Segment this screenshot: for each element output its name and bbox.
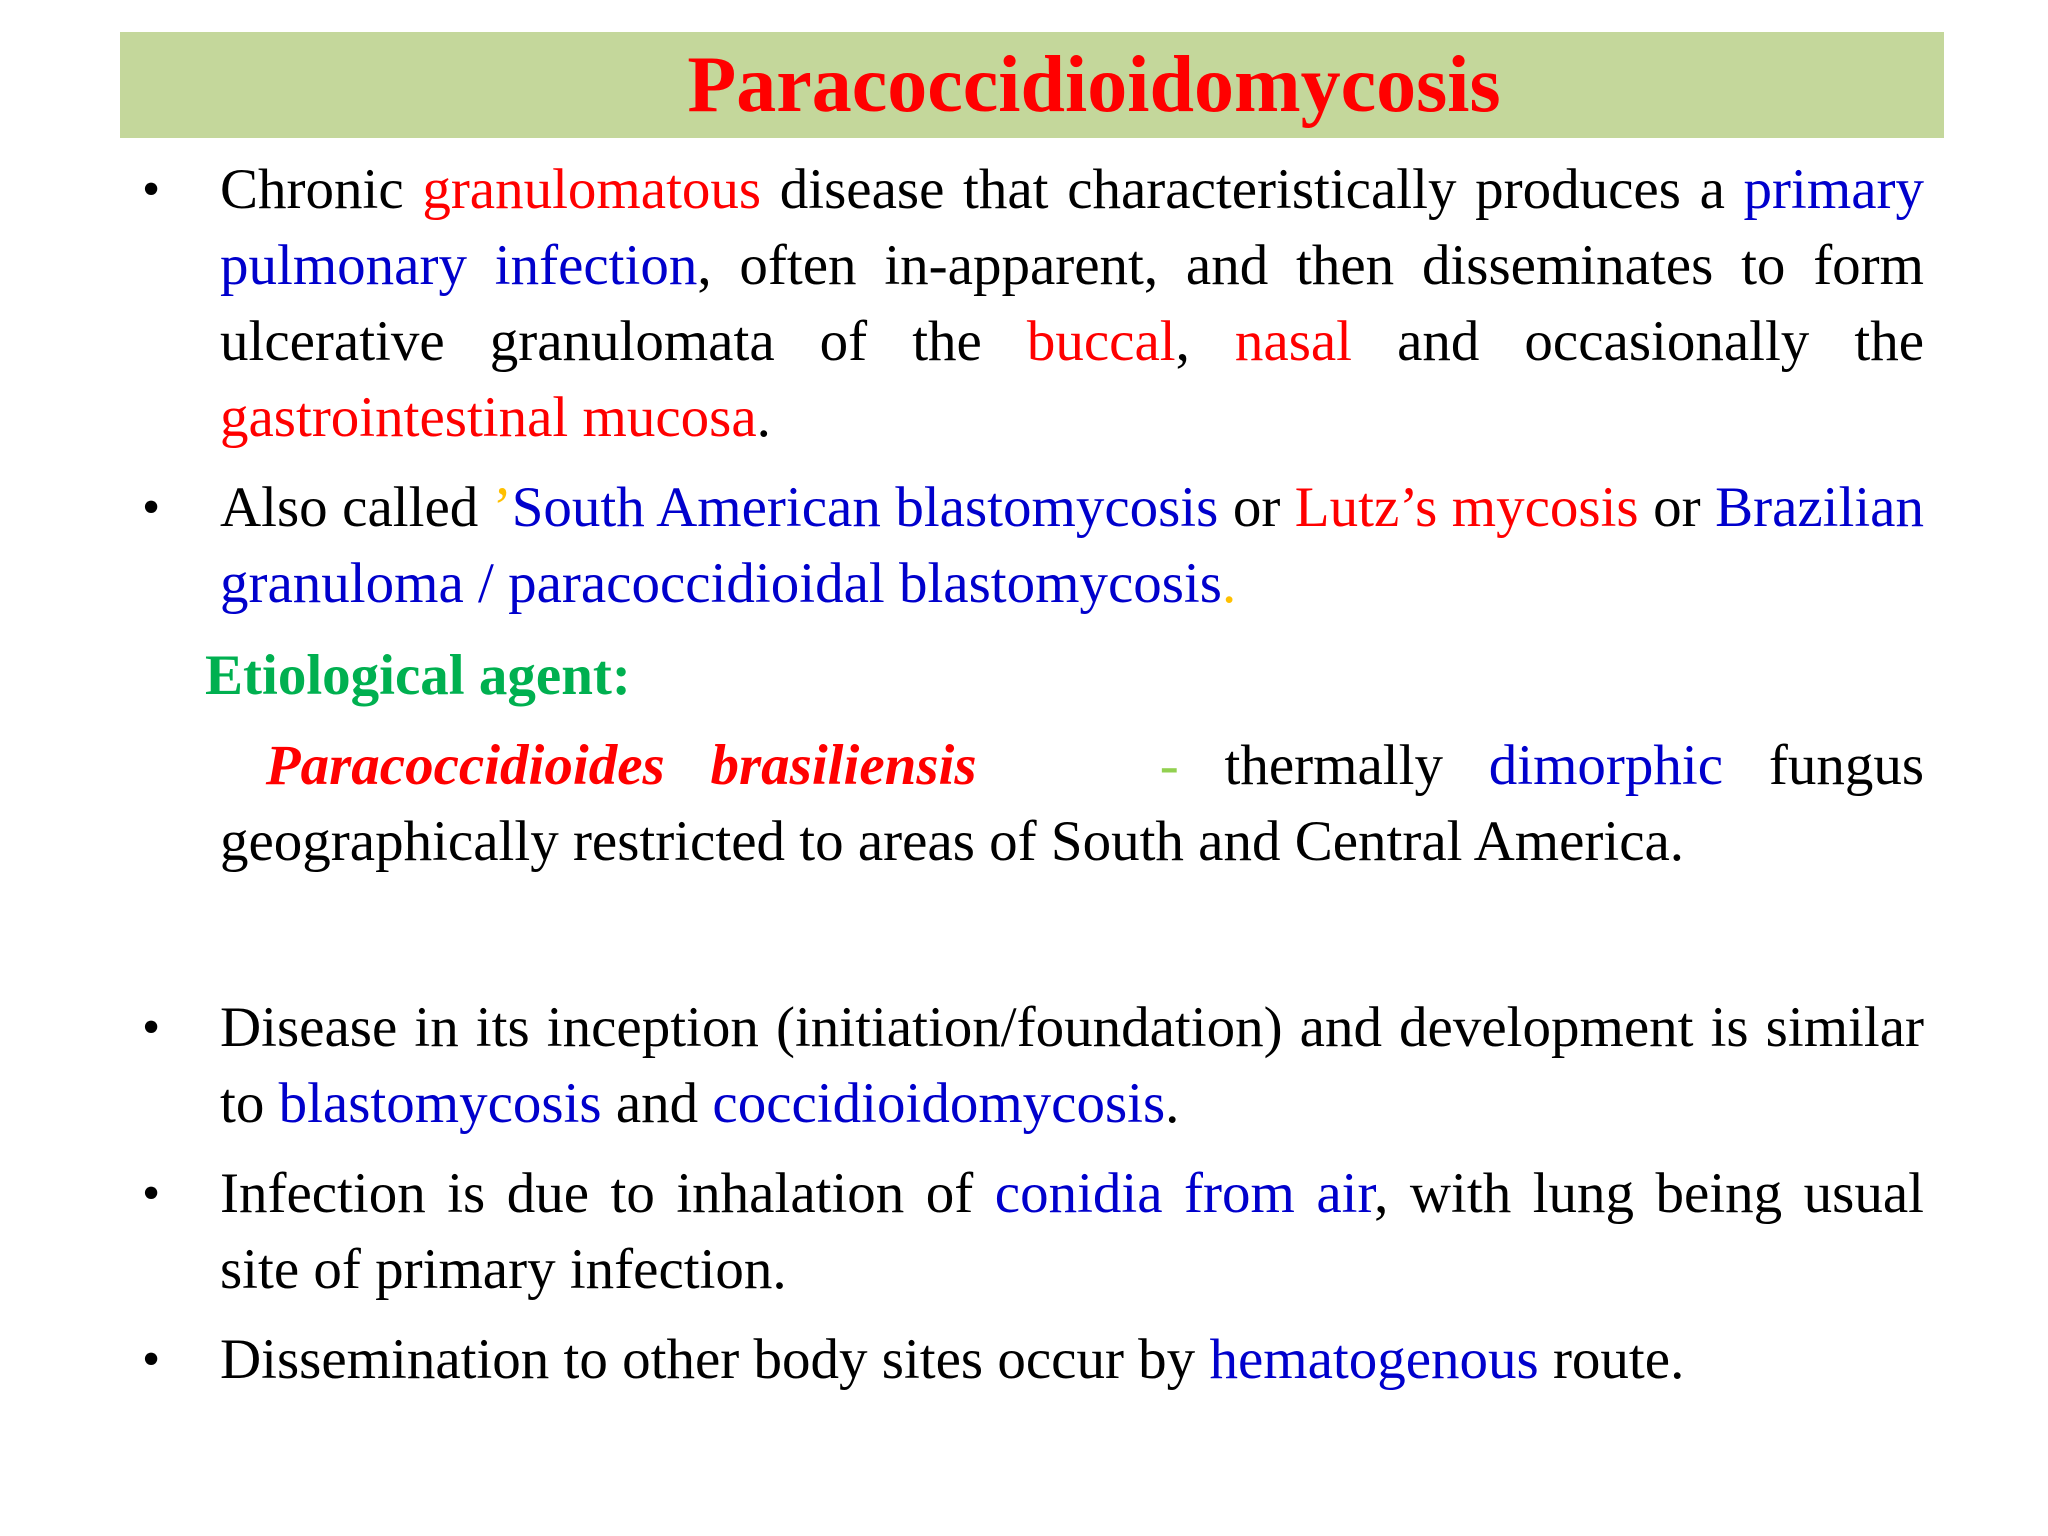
bullet-text-synonyms: Also called ’South American blastomycosis or Lutz’s mycosis or Brazilian granuloma / paracoccidioidal blastomycosis.	[220, 476, 1924, 615]
slide-title: Paracoccidioidomycosis	[687, 41, 1501, 129]
etiology-heading: Etiological agent:	[205, 644, 631, 707]
bullet-text-development: Disease in its inception (initiation/foundation) and development is similar to blastomycosis and coccidioidomycosis.	[220, 996, 1924, 1135]
bullet-marker: •	[142, 479, 161, 536]
bullet-text-definition: Chronic granulomatous disease that characteristically produces a primary pulmonary infection, often in-apparent, and then disseminates to form ulcerative granulomata of the buccal, nasal and occasionally the gastrointestinal mucosa.	[220, 158, 1925, 449]
bullet-marker: •	[142, 1165, 161, 1222]
title-bar	[120, 32, 1944, 138]
bullet-marker: •	[142, 999, 161, 1056]
etiology-text: Paracoccidioides brasiliensis - thermally dimorphic fungus geographically restricted to areas of South and Central America.	[220, 734, 1925, 873]
bullet-marker: •	[142, 161, 161, 218]
bullet-text-dissemination: Dissemination to other body sites occur by hematogenous route.	[220, 1328, 1685, 1391]
bullet-text-infection: Infection is due to inhalation of conidia from air, with lung being usual site of primary infection.	[220, 1162, 1924, 1301]
bullet-marker: •	[142, 1331, 161, 1388]
